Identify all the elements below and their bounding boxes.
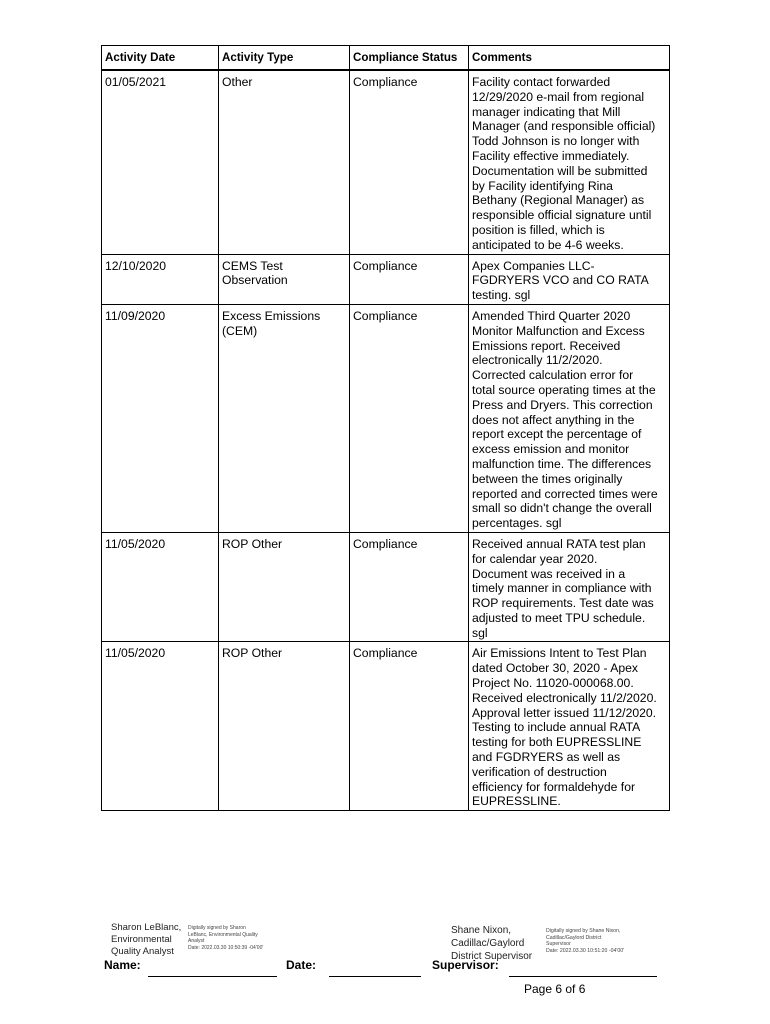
- table-row: [102, 532, 670, 642]
- name-label: Name:: [104, 958, 141, 972]
- header-comments: Comments: [469, 46, 670, 71]
- header-activity-date: Activity Date: [102, 46, 219, 71]
- analyst-digital-signature: Digitally signed by Sharon LeBlanc, Environmental Quality Analyst Date: 2022.03.30 10:50:39 -04'00': [188, 925, 264, 951]
- comment: Apex Companies LLC- FGDRYERS VCO and CO RATA testing. sgl: [469, 254, 670, 304]
- activity-date: 11/09/2020: [102, 304, 219, 532]
- supervisor-signature-line: [509, 976, 657, 977]
- supervisor-label: Supervisor:: [432, 958, 499, 972]
- table-header-row: [102, 46, 670, 71]
- activity-date: 12/10/2020: [102, 254, 219, 304]
- activity-type: Other: [219, 70, 350, 254]
- date-signature-line: [329, 976, 421, 977]
- activity-date: 11/05/2020: [102, 532, 219, 642]
- date-label: Date:: [286, 958, 317, 972]
- activity-type: ROP Other: [219, 642, 350, 811]
- activity-type: Excess Emissions (CEM): [219, 304, 350, 532]
- table-row: [102, 254, 670, 304]
- comment: Amended Third Quarter 2020 Monitor Malfunction and Excess Emissions report. Received electronically 11/2/2020. Corrected calculation error for total source operating times at the Press and Dryers. This correction does not affect anything in the report except the percentage of excess emission and monitor malfunction time. The differences between the times originally reported and corrected times were small so didn't change the overall percentages. sgl: [469, 304, 670, 532]
- comment: Facility contact forwarded 12/29/2020 e-mail from regional manager indicating that Mill Manager (and responsible official) Todd Johnson is no longer with Facility effective immediately. Documentation will be submitted by Facility identifying Rina Bethany (Regional Manager) as responsible official signature until position is filled, which is anticipated to be 4-6 weeks.: [469, 70, 670, 254]
- table-row: [102, 642, 670, 811]
- comment: Air Emissions Intent to Test Plan dated October 30, 2020 - Apex Project No. 11020-000068.00. Received electronically 11/2/2020. Approval letter issued 11/12/2020. Testing to include annual RATA testing for both EUPRESSLINE and FGDRYERS as well as verification of destruction efficiency for formaldehyde for EUPRESSLINE.: [469, 642, 670, 811]
- compliance-status: Compliance: [350, 642, 469, 811]
- supervisor-digital-signature: Digitally signed by Shane Nixon, Cadillac/Gaylord District Supervisor Date: 2022.03.30 10:51:20 -04'00': [546, 928, 625, 954]
- activity-type: ROP Other: [219, 532, 350, 642]
- page-number: Page 6 of 6: [524, 982, 586, 996]
- compliance-status: Compliance: [350, 70, 469, 254]
- activity-type: CEMS Test Observation: [219, 254, 350, 304]
- activity-date: 01/05/2021: [102, 70, 219, 254]
- activity-table: [101, 45, 670, 811]
- header-activity-type: Activity Type: [219, 46, 350, 71]
- name-signature-line: [148, 976, 277, 977]
- analyst-signature-name: Sharon LeBlanc, Environmental Quality Analyst: [111, 922, 182, 957]
- table-row: [102, 70, 670, 254]
- header-compliance-status: Compliance Status: [350, 46, 469, 71]
- compliance-status: Compliance: [350, 254, 469, 304]
- table-row: [102, 304, 670, 532]
- activity-date: 11/05/2020: [102, 642, 219, 811]
- compliance-status: Compliance: [350, 532, 469, 642]
- comment: Received annual RATA test plan for calendar year 2020. Document was received in a timely manner in compliance with ROP requirements. Test date was adjusted to meet TPU schedule. sgl: [469, 532, 670, 642]
- compliance-status: Compliance: [350, 304, 469, 532]
- supervisor-signature-name: Shane Nixon, Cadillac/Gaylord District Supervisor: [451, 925, 533, 962]
